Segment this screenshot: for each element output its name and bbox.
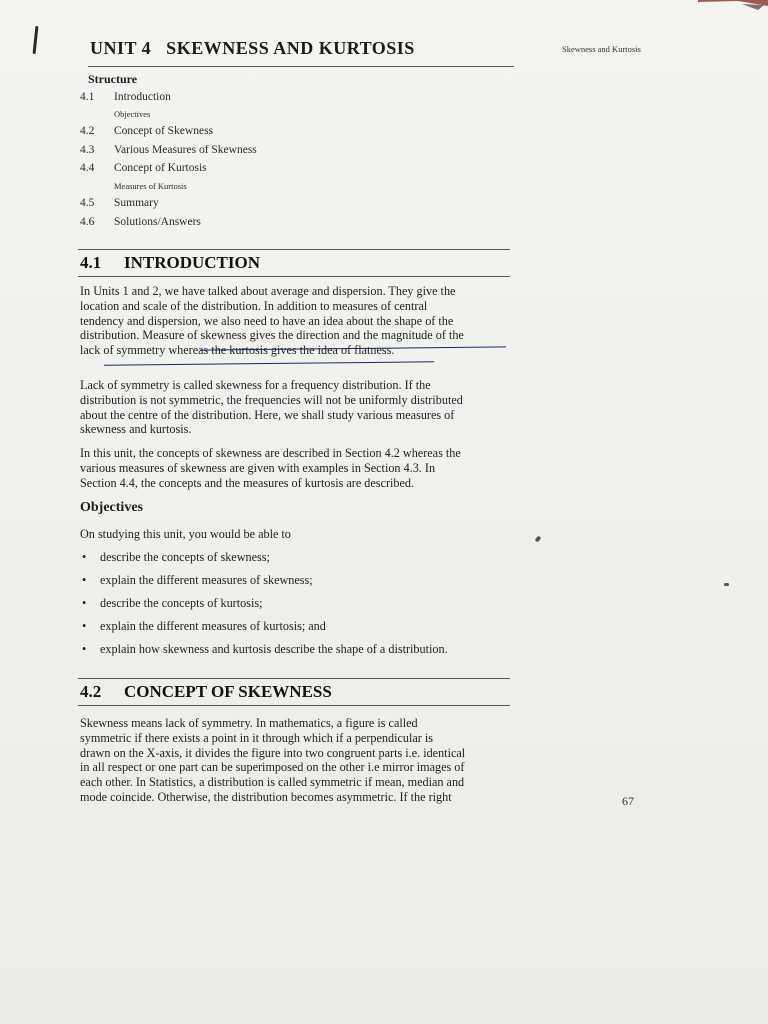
- section-number: 4.1: [80, 253, 102, 272]
- toc-item: [80, 91, 171, 103]
- structure-title: Structure: [88, 72, 138, 86]
- header-rule: [88, 66, 514, 67]
- section-rule: [78, 276, 510, 277]
- text-line: various measures of skewness are given with examples in Section 4.3. In: [80, 460, 436, 475]
- toc-item: [80, 144, 257, 156]
- toc-label: Various Measures of Skewness: [114, 144, 257, 156]
- objective-item: • describe the concepts of skewness;: [80, 550, 510, 573]
- toc-item: [80, 162, 207, 174]
- toc-label: Introduction: [114, 91, 171, 103]
- toc-item: [80, 216, 201, 228]
- section-heading-concept-of-skewness: [80, 682, 332, 702]
- toc-label: Summary: [114, 197, 159, 209]
- toc-number: 4.4: [80, 162, 95, 174]
- intro-paragraph-2: [80, 378, 520, 437]
- text-line: about the centre of the distribution. Here, we shall study various measures of: [80, 407, 455, 422]
- toc-number: 4.2: [80, 125, 95, 137]
- objectives-intro: On studying this unit, you would be able to: [80, 527, 291, 541]
- pen-underline: [104, 361, 434, 365]
- section-rule: [78, 705, 510, 706]
- text-line: Lack of symmetry is called skewness for a frequency distribution. If the: [80, 378, 431, 392]
- text-line: each other. In Statistics, a distribution is called symmetric if mean, median and: [80, 775, 465, 790]
- pen-mark: [33, 26, 39, 54]
- toc-number: 4.1: [80, 91, 95, 103]
- objectives-list: [80, 550, 510, 665]
- section-rule: [78, 678, 510, 679]
- text-line: tendency and dispersion, we also need to have an idea about the shape of the: [80, 313, 454, 328]
- objective-item: • explain how skewness and kurtosis describe the shape of a distribution.: [80, 642, 510, 665]
- toc-item: [80, 125, 213, 137]
- objective-item: • describe the concepts of kurtosis;: [80, 596, 510, 619]
- text-line: location and scale of the distribution. In addition to measures of central: [80, 298, 428, 313]
- section-number: 4.2: [80, 682, 102, 701]
- text-line: In Units 1 and 2, we have talked about average and dispersion. They give the: [80, 284, 456, 298]
- toc-number: 4.6: [80, 216, 95, 228]
- section-rule: [78, 249, 510, 250]
- toc-subitem: Measures of Kurtosis: [114, 181, 187, 191]
- intro-paragraph-3: [80, 446, 520, 490]
- speck: [724, 583, 729, 586]
- text-line: In this unit, the concepts of skewness are described in Section 4.2 whereas the: [80, 446, 461, 460]
- objectives-heading: Objectives: [80, 500, 143, 515]
- text-line: symmetric if there exists a point in it through which if a perpendicular is: [80, 730, 434, 745]
- toc-label: Concept of Skewness: [114, 125, 214, 137]
- speck: [535, 535, 542, 542]
- text-line: distribution. Measure of skewness gives the direction and the magnitude of the: [80, 328, 464, 343]
- page-number: 67: [622, 794, 634, 808]
- toc-item: [80, 197, 159, 209]
- text-line: lack of symmetry whereas the kurtosis gives the idea of flatness.: [80, 343, 395, 358]
- section-heading-introduction: [80, 253, 260, 273]
- unit-title: UNIT 4 SKEWNESS AND KURTOSIS: [90, 38, 415, 58]
- text-line: distribution is not symmetric, the frequencies will not be uniformly distributed: [80, 392, 463, 407]
- objective-item: • explain the different measures of skewness;: [80, 573, 510, 596]
- running-head: Skewness and Kurtosis: [562, 44, 641, 54]
- section-title: CONCEPT OF SKEWNESS: [124, 682, 332, 701]
- page-corner-mark: [698, 0, 768, 14]
- concept-paragraph: [80, 716, 520, 805]
- toc-number: 4.3: [80, 144, 95, 156]
- text-line: skewness and kurtosis.: [80, 422, 192, 437]
- toc-subitem: Objectives: [114, 109, 151, 119]
- toc-label: Solutions/Answers: [114, 216, 201, 228]
- text-line: mode coincide. Otherwise, the distribution becomes asymmetric. If the right: [80, 789, 452, 804]
- objective-item: • explain the different measures of kurtosis; and: [80, 619, 510, 642]
- toc-label: Concept of Kurtosis: [114, 162, 207, 174]
- toc-number: 4.5: [80, 197, 95, 209]
- text-line: in all respect or one part can be superimposed on the other i.e mirror images of: [80, 760, 465, 775]
- text-line: drawn on the X-axis, it divides the figure into two congruent parts i.e. identical: [80, 745, 466, 760]
- text-line: Section 4.4, the concepts and the measures of kurtosis are described.: [80, 475, 415, 490]
- text-line: Skewness means lack of symmetry. In mathematics, a figure is called: [80, 716, 418, 730]
- section-title: INTRODUCTION: [124, 253, 261, 272]
